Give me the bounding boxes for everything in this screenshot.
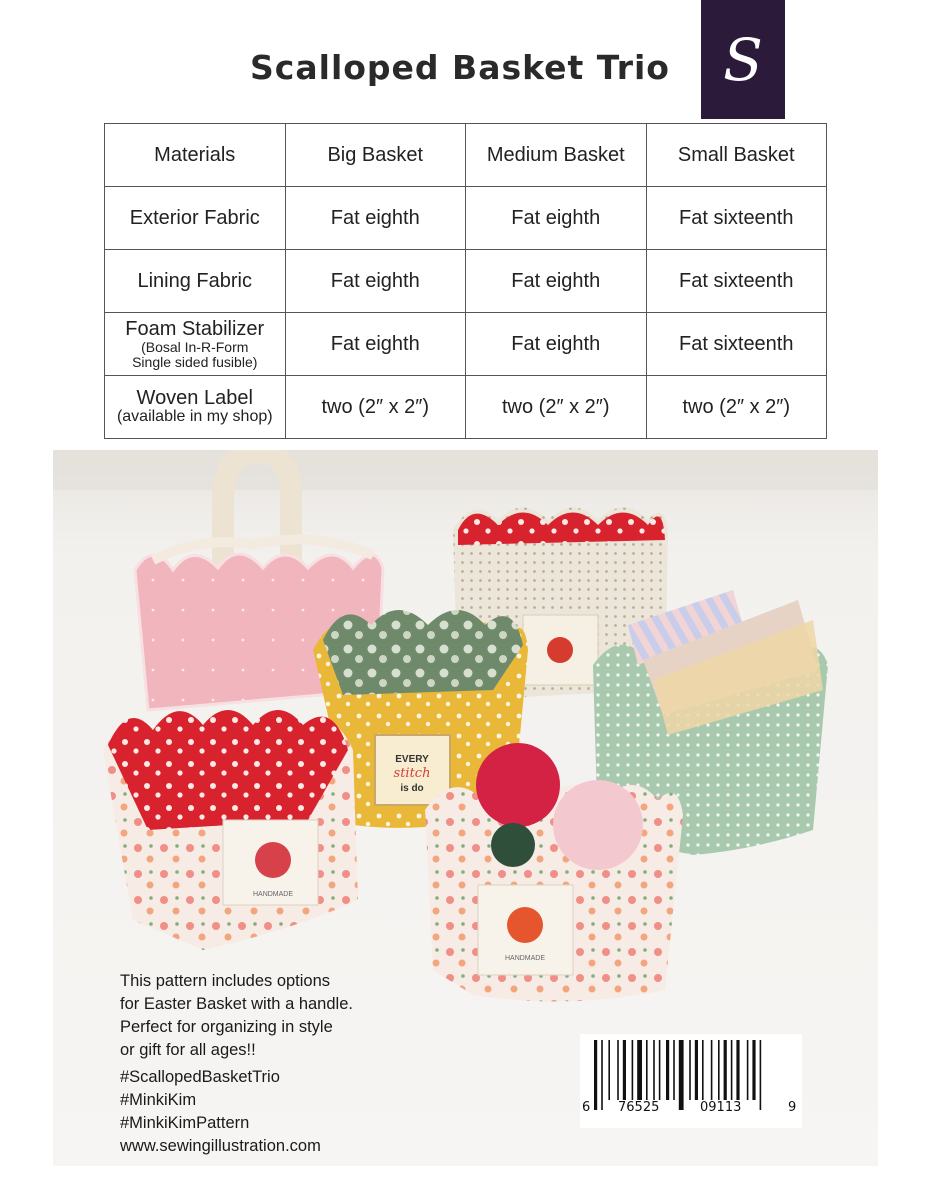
handmade-label: HANDMADE [504,955,546,962]
promo-line: This pattern includes options [120,972,331,990]
medium-basket-cell: two (2″ x 2″) [466,376,647,439]
material-label: Foam Stabilizer [125,317,265,340]
small-basket-cell: two (2″ x 2″) [646,376,827,439]
material-label: Woven Label [136,387,253,410]
hashtag: #MinkiKim [120,1091,197,1109]
barcode-bar [736,1040,739,1100]
hashtag: #ScallopedBasketTrio [120,1068,280,1086]
label-text-every: EVERY [395,754,429,765]
barcode-bar [752,1040,755,1100]
materials-table [104,123,827,439]
needle-thread-logo-icon: S [723,25,763,94]
website-link: www.sewingillustration.com [120,1137,321,1155]
barcode-bar [659,1040,661,1100]
label-text-stitch: stitch [393,766,431,781]
label-text-done: is do [400,783,424,794]
promo-text [120,970,420,1158]
small-basket-cell: Fat sixteenth [646,313,827,376]
big-basket-cell: Fat eighth [285,250,466,313]
handmade-label: HANDMADE [252,891,294,898]
page-title: Scalloped Basket Trio [250,48,670,87]
barcode-bar [760,1040,762,1110]
material-label: Exterior Fabric [129,206,260,229]
barcode-digit-check: 9 [788,1100,797,1115]
table-row [105,187,827,250]
barcode-bar [608,1040,610,1100]
barcode-digits-left: 76525 [618,1100,660,1115]
barcode-bar [724,1040,727,1100]
table-row [105,250,827,313]
material-label: Lining Fabric [137,269,252,292]
barcode-bar [679,1040,684,1110]
material-note: (Bosal In-R-Form [141,338,249,355]
barcode-bar [632,1040,634,1100]
barcode-bar [747,1040,749,1100]
barcode-bar [637,1040,642,1100]
barcode-bar [731,1040,733,1100]
header-big-basket: Big Basket [285,124,466,187]
material-note: (available in my shop) [116,408,273,426]
strawberry-icon [507,907,543,943]
hashtag: #MinkiKimPattern [120,1114,250,1132]
barcode-bar [718,1040,720,1100]
header-medium-basket: Medium Basket [466,124,647,187]
strawberry-icon [255,842,291,878]
material-note: Single sided fusible) [132,353,258,370]
barcode-bars [580,1034,802,1128]
material-name [105,313,286,376]
barcode-bar [702,1040,704,1100]
barcode-bar [601,1040,603,1110]
header-small-basket: Small Basket [646,124,827,187]
big-basket-cell: Fat eighth [285,313,466,376]
red-floral-basket [103,710,358,950]
barcode-bar [594,1040,597,1110]
medium-basket-cell: Fat eighth [466,187,647,250]
brand-logo [701,0,785,119]
promo-line: Perfect for organizing in style [120,1018,333,1036]
barcode [580,1034,802,1128]
barcode-digits-right: 09113 [700,1100,742,1115]
header-materials: Materials [105,124,286,187]
barcode-bar [673,1040,675,1100]
strawberry-icon [547,637,573,663]
medium-basket-cell: Fat eighth [466,313,647,376]
barcode-bar [711,1040,713,1100]
red-yarn-ball [476,743,560,827]
small-basket-cell: Fat sixteenth [646,187,827,250]
promo-line: or gift for all ages!! [120,1041,256,1059]
table-row [105,376,827,439]
barcode-bar [623,1040,626,1100]
barcode-bar [653,1040,655,1100]
barcode-bar [689,1040,691,1100]
pink-yarn-ball [553,780,643,870]
barcode-bar [666,1040,669,1100]
table-row [105,313,827,376]
big-basket-cell: Fat eighth [285,187,466,250]
barcode-digit-prefix: 6 [582,1100,591,1115]
barcode-bar [646,1040,648,1100]
barcode-bar [617,1040,619,1100]
medium-basket-cell: Fat eighth [466,250,647,313]
material-name [105,250,286,313]
promo-line: for Easter Basket with a handle. [120,995,353,1013]
big-basket-cell: two (2″ x 2″) [285,376,466,439]
table-header-row [105,124,827,187]
material-name [105,376,286,439]
small-basket-cell: Fat sixteenth [646,250,827,313]
material-name [105,187,286,250]
barcode-bar [695,1040,698,1100]
